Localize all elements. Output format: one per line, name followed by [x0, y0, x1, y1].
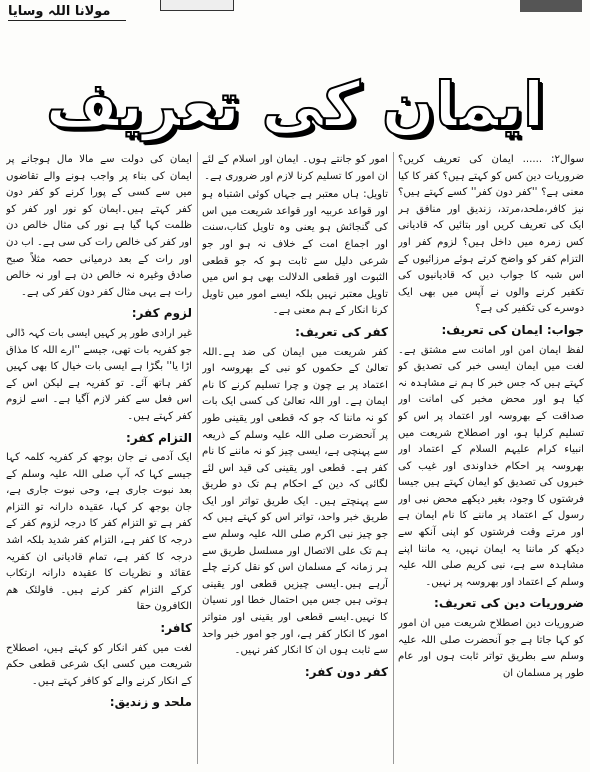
section-heading: التزام کفر:	[126, 430, 192, 445]
author-name: مولانا اللہ وسایا	[8, 4, 111, 19]
section-heading: جواب: ایمان کی تعریف:	[441, 322, 584, 337]
column-middle	[202, 152, 388, 764]
article-title: ایمان کی تعریف	[45, 67, 545, 141]
article-body	[6, 152, 584, 764]
page-header	[0, 0, 590, 24]
section-heading: ضروریات دین کی تعریف:	[434, 596, 584, 611]
column-divider	[393, 152, 394, 764]
section-heading: کفر کی تعریف:	[295, 324, 388, 339]
section-heading: کافر:	[160, 621, 192, 636]
paragraph: غیر ارادی طور پر کہیں ایسی بات کہہ ڈالی جو کفریہ بات تھی، جیسے ''ارے اللہ کا مذاق اڑا یا'' بگڑا ہے ایسی بات خیال کا بھی کہیں کفر ہاتھ آئے۔ تو کفریہ ہے لیکن اس کے اس فعل سے کفر لازم آگیا ہے۔ اسے لزوم کفر کہتے ہیں۔	[6, 327, 192, 422]
paragraph: امور کو جانتے ہوں۔ ایمان اور اسلام کے لئے ان امور کا تسلیم کرنا لازم اور ضروری ہے۔	[202, 154, 388, 182]
paragraph: ایمان کی دولت سے مالا مال ہوجانے پر ایمان کی بناء پر واجب ہونے والے تقاضوں میں سے کسی کے پورا کرنے کو کفر دون کفر کہتے ہیں۔ایمان کو نور اور کفر کو ظلمت کہا گیا ہے نور کی مثال خالص دن اور کفر کی خالص رات کی سی ہے۔ اب دن اور رات کے بعد درمیانی حصہ مثلاً صبح صادق وغیرہ نہ خالص دن ہے اور نہ خالص رات ہے یہی مثال کفر دون کفر کی ہے۔	[6, 154, 192, 298]
paragraph: لغت میں کفر انکار کو کہتے ہیں، اصطلاح شریعت میں کسی ایک شرعی قطعی حکم کے انکار کرنے والے کو کافر کہتے ہیں۔	[6, 642, 192, 687]
column-left	[6, 152, 192, 764]
paragraph: ضروریات دین اصطلاح شریعت میں ان امور کو کہا جاتا ہے جو آنحضرت صلی اللہ علیہ وسلم سے بطریق تواتر ثابت ہوں اور عام طور پر مسلمان ان	[398, 618, 584, 679]
column-right	[398, 152, 584, 764]
title-banner	[0, 58, 590, 150]
section-heading: لزوم کفر:	[131, 306, 192, 321]
paragraph: لفظ ایمان امن اور امانت سے مشتق ہے۔لغت میں ایمان ایسی خبر کی تصدیق کو کہتے ہیں کہ جس خبر کا ہم نے مشاہدہ نہ کیا ہو اور محض مخبر کی امانت اور صداقت کے بھروسہ اور اعتماد پر اس کو تسلیم کرلیا ہو، اور اصطلاح شریعت میں انبیاء کرام علیہم السلام کے اعتماد اور بھروسہ پر احکام خداوندی اور غیب کی خبروں کی تصدیق کو ایمان کہتے ہیں جیسا فرشتوں کا وجود، بغیر دیکھے محض نبی اور رسول کے اعتماد پر ماننے کا نام ایمان ہے اور مرتے وقت فرشتوں کو اپنی آنکھ سے دیکھ کر ماننا یہ ایمان نہیں، یہ ماننا اپنے مشاہدہ سے ہے، نبی کریم صلی اللہ علیہ وسلم کے اعتماد اور بھروسہ پر نہیں۔	[398, 344, 584, 588]
paragraph: کفر شریعت میں ایمان کی ضد ہے۔اللہ تعالیٰ کے حکموں کو نبی کے بھروسہ اور اعتماد پر بے چون و چرا تسلیم کرنے کا نام ایمان ہے۔ اور اللہ تعالیٰ کی کسی ایک بات کو نہ ماننا کہ جو کہ قطعی اور یقینی طور پر آنحضرت صلی اللہ علیہ وسلم کے ذریعہ سے پہنچی ہے، ایسی چیز کو نہ ماننے کا نام کفر ہے۔ قطعی اور یقینی کی قید اس لئے لگائی کہ دین کے احکام ہم تک دو طریق سے پہنچتے ہیں۔ ایک طریق تواتر اور ایک طریق خبر واحد، تواتر اس کو کہتے ہیں کہ جو چیز نبی اکرم صلی اللہ علیہ وسلم سے ہم تک علی الاتصال اور مسلسل طریق سے ہر زمانہ کے مسلمان اس کو نقل کرتے چلے آرہے ہیں۔ایسی چیزیں قطعی اور یقینی ہوتی ہیں جس میں احتمال خطا اور نسیان کا نہیں۔ایسے قطعی اور یقینی اور متواتر امور کا انکار کفر ہے، اور جو امور خبر واحد سے ثابت ہوں ان کا انکار کفر نہیں۔	[202, 346, 388, 657]
section-heading: ملحد و زندیق:	[109, 695, 192, 710]
header-corner-mark	[520, 0, 582, 12]
paragraph: ایک آدمی نے جان بوجھ کر کفریہ کلمہ کہا جیسے کہا کہ آپ صلی اللہ علیہ وسلم کے بعد نبوت جاری ہے، وحی نبوت جاری ہے، جان بوجھ کر کہا، عقیدہ دارانہ تو التزام کفر ہے تو التزام کفر کا درجہ لزوم کفر کے درجہ کا کفر ہے، التزام کفر شدید بلکہ اشد درجہ کا کفر ہے، تمام قادیانی ان کفریہ عقائد و نظریات کا عقیدہ دارانہ ارتکاب کرکے التزام کفر کرتے ہیں۔ فاولئک ھم الکافرون حقا	[6, 452, 192, 613]
column-divider	[197, 152, 198, 764]
header-tab	[160, 0, 234, 11]
section-heading: کفر دون کفر:	[304, 664, 388, 679]
paragraph: تاویل: ہاں معتبر ہے جہاں کوئی اشتباہ ہو اور قواعد عربیہ اور قواعد شریعت میں اس کی گنجائش ہو یعنی وہ تاویل کتاب،سنت اور اجماع امت کے خلاف نہ ہو اور جو شرعی دلیل سے ثابت ہو کہ جو قطعی الثبوت اور قطعی الدلالت بھی ہو اس میں تاویل معتبر نہیں بلکہ ایسے امور میں تاویل کرنا انکار کے ہم معنی ہے۔	[202, 189, 388, 317]
header-rule	[8, 20, 126, 21]
paragraph: سوال۲: ...... ایمان کی تعریف کریں؟ ضروریات دین کس کو کہتے ہیں؟ کفر کا کیا معنی ہے؟ ''کفر دون کفر'' کسے کہتے ہیں؟ نیز کافر،ملحد،مرتد، زندیق اور منافق ہر ایک کی تعریف کریں اور بتائیں کہ قادیانی کس زمرہ میں داخل ہیں؟ لزوم کفر اور التزام کفر کو واضح کرتے ہوئے مرزائیوں کے اس شبہ کا جواب دیں کہ قادیانیوں کی تکفیر کرنے والوں نے آپس میں بھی ایک دوسرے کی تکفیر کی ہے؟	[398, 154, 584, 315]
